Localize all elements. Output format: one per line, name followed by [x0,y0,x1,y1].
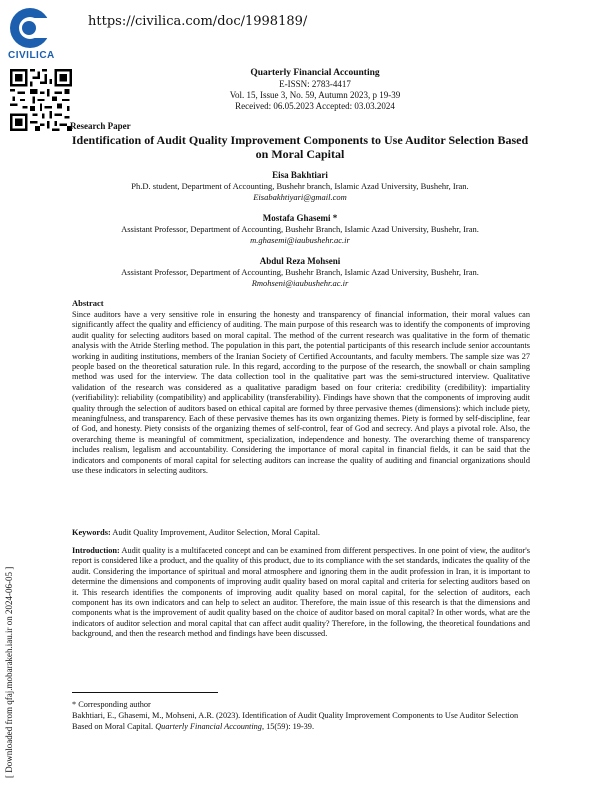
journal-header [100,68,530,112]
paper-title: Identification of Audit Quality Improvement Components to Use Auditor Selection Based on Moral Capital [71,133,529,161]
corresponding-author-note: * Corresponding author [72,700,151,709]
qr-code-icon [10,69,72,131]
journal-title: Quarterly Financial Accounting [250,68,380,78]
citation-text: Bakhtiari, E., Ghasemi, M., Mohseni, A.R. (2023). Identification of Audit Quality Improvement Components to Use Auditor Selection Based on Moral Capital. [72,711,519,731]
keywords-label: Keywords: [72,528,111,537]
journal-volume: Vol. 15, Issue 3, No. 59, Autumn 2023, p 19-39 [229,90,401,100]
abstract-text: Since auditors have a very sensitive role in ensuring the honesty and transparency of financial information, their moral values can significantly affect the quality and efficiency of auditing. The main purpose of this research was to identify the components of improving audit quality for selecting auditors based on moral capital. The method of the current research was qualitative in the form of thematic analysis with the Atride Sterling method. The population in this part, the potential participants of this research include senior accountants working in auditing institutions, members of the Iranian Society of Certified Accountants, and faculty members. The sample size was 27 people based on the theoretical saturation rule. In this regard, according to the purpose of the research, the snowball or chain sampling method was used for the interview. The data collection tool in the qualitative part was the semi-structured interview. Qualitative validation of the research was considered as a qualitative paradigm based on four criteria: credibility (credibility): impartiality (verifiability): reliability (compatibility) and applicability (transferability). Findings have shown that the components of improving audit quality through the selection of auditors based on ethical capital are formed by three pervasive themes (dimensions): which include piety, meaningfulness, and transparency. Each of these pervasive themes has its own organizing themes. Piety is formed by self-discipline, fear of God, and honesty. Piety consists of the organizing themes of self-control, fear of God and secrecy. And plays a pivotal role. Also, the overarching theme is meaningful of commitment, specialization, independence and honesty. The overarching theme of transparency includes realism, legalism and accountability. Considering the importance of moral capital in financial fields, it can be said that the indicators and components of moral capital for selecting auditors can increase the quality of auditing and financial organizations should use these indicators in selecting auditors. [72,310,530,476]
author-email[interactable]: m.ghasemi@iaubushehr.ac.ir [250,235,350,245]
author-affiliation: Ph.D. student, Department of Accounting, Bushehr branch, Islamic Azad University, Bushehr, Iran. [131,181,469,191]
civilica-logo[interactable] [4,6,60,62]
introduction [72,546,530,640]
author-block [70,213,530,246]
author-block [70,256,530,289]
author-name: Eisa Bakhtiari [272,170,328,180]
citation-journal: Quarterly Financial Accounting [155,722,262,731]
introduction-label: Introduction: [72,546,120,555]
abstract-heading: Abstract [72,298,104,308]
journal-dates: Received: 06.05.2023 Accepted: 03.03.2024 [235,101,395,111]
keywords-text: Audit Quality Improvement, Auditor Selection, Moral Capital. [110,528,320,537]
citation [72,710,530,732]
author-name: Mostafa Ghasemi * [262,213,338,223]
footnote-divider [72,692,218,693]
author-name: Abdul Reza Mohseni [259,256,341,266]
paper-type: Research Paper [70,121,131,131]
author-block [70,170,530,203]
author-email[interactable]: Eisabakhtiyari@gmail.com [253,192,347,202]
logo-text: CIVILICA [8,50,55,61]
author-affiliation: Assistant Professor, Department of Accounting, Bushehr Branch, Islamic Azad University, Bushehr, Iran. [121,267,479,277]
author-affiliation: Assistant Professor, Department of Accounting, Bushehr Branch, Islamic Azad University, Bushehr, Iran. [121,224,479,234]
author-email[interactable]: Rmohseni@iaubushehr.ac.ir [251,278,349,288]
document-url[interactable]: https://civilica.com/doc/1998189/ [88,14,308,29]
download-side-note: [ Downloaded from qfaj.mobarakeh.iau.ir on 2024-06-05 ] [4,566,14,778]
footnote [72,699,530,732]
citation-tail: , 15(59): 19-39. [261,722,315,731]
introduction-text: Audit quality is a multifaceted concept and can be examined from different perspectives. In one point of view, the auditor's report is considered like a product, and the quality of this product, due to its compliance with the set standards, indicates the quality of the audit. Considering the importance of spiritual and moral atmosphere and ignoring them in the audit profession in Iran, it is important to determine the dimensions and components of improving audit quality based on moral capital and criteria for selecting auditors based on it. This research identifies the components of improving audit quality based on moral capital, for the selection of auditors, each component has its own indicators and can help to select an auditor. Therefore, the main issue of this research is that the dimensions and components what is the improvement of audit quality based on the choice of auditor based on moral capital? In other words, what are the indicators of auditor selection and moral capital that can affect audit quality? Therefore, in the following, the theoretical foundations and background, and then the research method and findings have been discussed. [72,546,530,639]
keywords [72,528,530,538]
journal-issn: E-ISSN: 2783-4417 [279,79,351,89]
